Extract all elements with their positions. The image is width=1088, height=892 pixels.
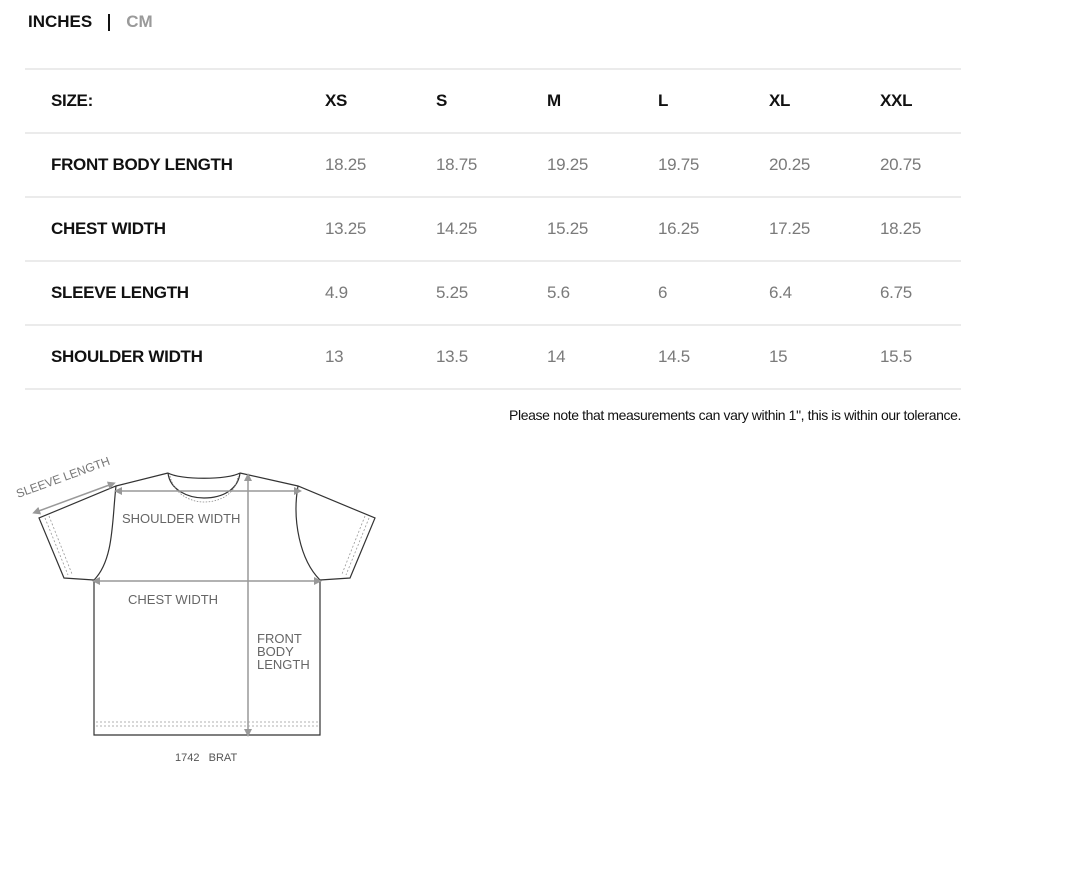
- row-label: CHEST WIDTH: [51, 219, 166, 238]
- table-cell: 20.25: [769, 155, 811, 174]
- table-cell: 20.75: [880, 155, 922, 174]
- table-cell: 13: [325, 347, 344, 366]
- table-cell: 18.25: [880, 219, 922, 238]
- table-cell: 18.25: [325, 155, 367, 174]
- size-column-xs: XS: [325, 91, 348, 110]
- diagram-caption: 1742 BRAT: [175, 752, 238, 764]
- tshirt-measurement-illustration: [10, 450, 390, 780]
- front-body-label-line2: BODY: [257, 644, 294, 659]
- table-cell: 15.5: [880, 347, 912, 366]
- table-cell: 6.75: [880, 283, 912, 302]
- table-row-front-body-length: [25, 133, 961, 197]
- shoulder-width-label: SHOULDER WIDTH: [122, 511, 241, 526]
- sleeve-length-label: SLEEVE LENGTH: [14, 453, 112, 501]
- size-header-label: SIZE:: [51, 91, 93, 110]
- table-cell: 6.4: [769, 283, 792, 302]
- table-cell: 18.75: [436, 155, 478, 174]
- bottom-hem-icon: [96, 722, 318, 726]
- table-cell: 16.25: [658, 219, 700, 238]
- tolerance-note: Please note that measurements can vary within 1", this is within our tolerance.: [509, 407, 961, 423]
- table-cell: 5.6: [547, 283, 570, 302]
- table-cell: 19.25: [547, 155, 589, 174]
- table-cell: 14.25: [436, 219, 478, 238]
- table-row-shoulder-width: [25, 325, 961, 389]
- table-cell: 13.25: [325, 219, 367, 238]
- table-cell: 6: [658, 283, 668, 302]
- table-header-row: [25, 69, 961, 133]
- size-column-m: M: [547, 91, 561, 110]
- table-cell: 5.25: [436, 283, 468, 302]
- front-body-label-line3: LENGTH: [257, 657, 310, 672]
- row-label: SHOULDER WIDTH: [51, 347, 203, 366]
- table-cell: 14.5: [658, 347, 690, 366]
- table-row-sleeve-length: [25, 261, 961, 325]
- table-cell: 13.5: [436, 347, 468, 366]
- chest-width-label: CHEST WIDTH: [128, 592, 219, 607]
- size-column-xl: XL: [769, 91, 791, 110]
- inches-toggle-button[interactable]: INCHES: [28, 12, 93, 31]
- size-column-xxl: XXL: [880, 91, 913, 110]
- unit-divider: [108, 14, 110, 31]
- table-cell: 15: [769, 347, 788, 366]
- row-label: FRONT BODY LENGTH: [51, 155, 233, 174]
- table-cell: 17.25: [769, 219, 811, 238]
- table-cell: 14: [547, 347, 566, 366]
- size-column-l: L: [658, 91, 669, 110]
- unit-toggle: [28, 12, 153, 32]
- table-cell: 15.25: [547, 219, 589, 238]
- front-body-label-line1: FRONT: [257, 631, 302, 646]
- size-column-s: S: [436, 91, 448, 110]
- cm-toggle-button[interactable]: CM: [126, 12, 153, 31]
- size-chart-table: [25, 68, 961, 390]
- table-cell: 4.9: [325, 283, 348, 302]
- table-cell: 19.75: [658, 155, 700, 174]
- tshirt-diagram: [10, 450, 390, 780]
- table-row-chest-width: [25, 197, 961, 261]
- row-label: SLEEVE LENGTH: [51, 283, 189, 302]
